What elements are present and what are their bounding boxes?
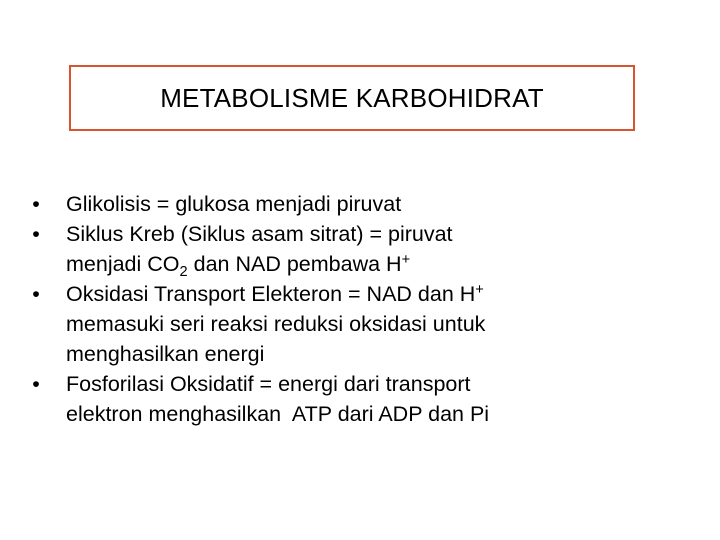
bullet-item-siklus-kreb xyxy=(30,219,670,279)
superscript: + xyxy=(475,281,484,298)
bullet-text xyxy=(66,279,670,309)
bullet-text-continued: memasuki seri reaksi reduksi oksidasi untuk xyxy=(66,312,486,336)
slide-title: METABOLISME KARBOHIDRAT xyxy=(160,83,544,113)
bullet-item-glikolisis xyxy=(30,189,670,219)
text-segment: menjadi CO xyxy=(66,252,180,276)
title-box xyxy=(69,65,635,131)
bullet-dot-icon: • xyxy=(32,282,40,306)
bullet-text: Fosforilasi Oksidatif = energi dari transport xyxy=(66,372,471,396)
bullet-item-oksidasi-transport xyxy=(30,279,670,369)
bullet-text-continued xyxy=(66,249,670,279)
text-segment: Oksidasi Transport Elekteron = NAD dan H xyxy=(66,282,476,306)
bullet-dot-icon: • xyxy=(32,372,40,396)
subscript: 2 xyxy=(179,264,188,281)
superscript: + xyxy=(401,251,411,268)
bullet-text-continued: elektron menghasilkan ATP dari ADP dan Pi xyxy=(66,402,490,426)
text-segment: dan NAD pembawa H xyxy=(187,252,402,276)
bullet-item-fosforilasi xyxy=(30,369,670,429)
bullet-text-continued: menghasilkan energi xyxy=(66,342,265,366)
bullet-text: Glikolisis = glukosa menjadi piruvat xyxy=(66,192,402,216)
bullet-list xyxy=(30,189,670,429)
bullet-dot-icon: • xyxy=(32,192,40,216)
bullet-dot-icon: • xyxy=(32,222,40,246)
bullet-text: Siklus Kreb (Siklus asam sitrat) = piruvat xyxy=(66,222,453,246)
